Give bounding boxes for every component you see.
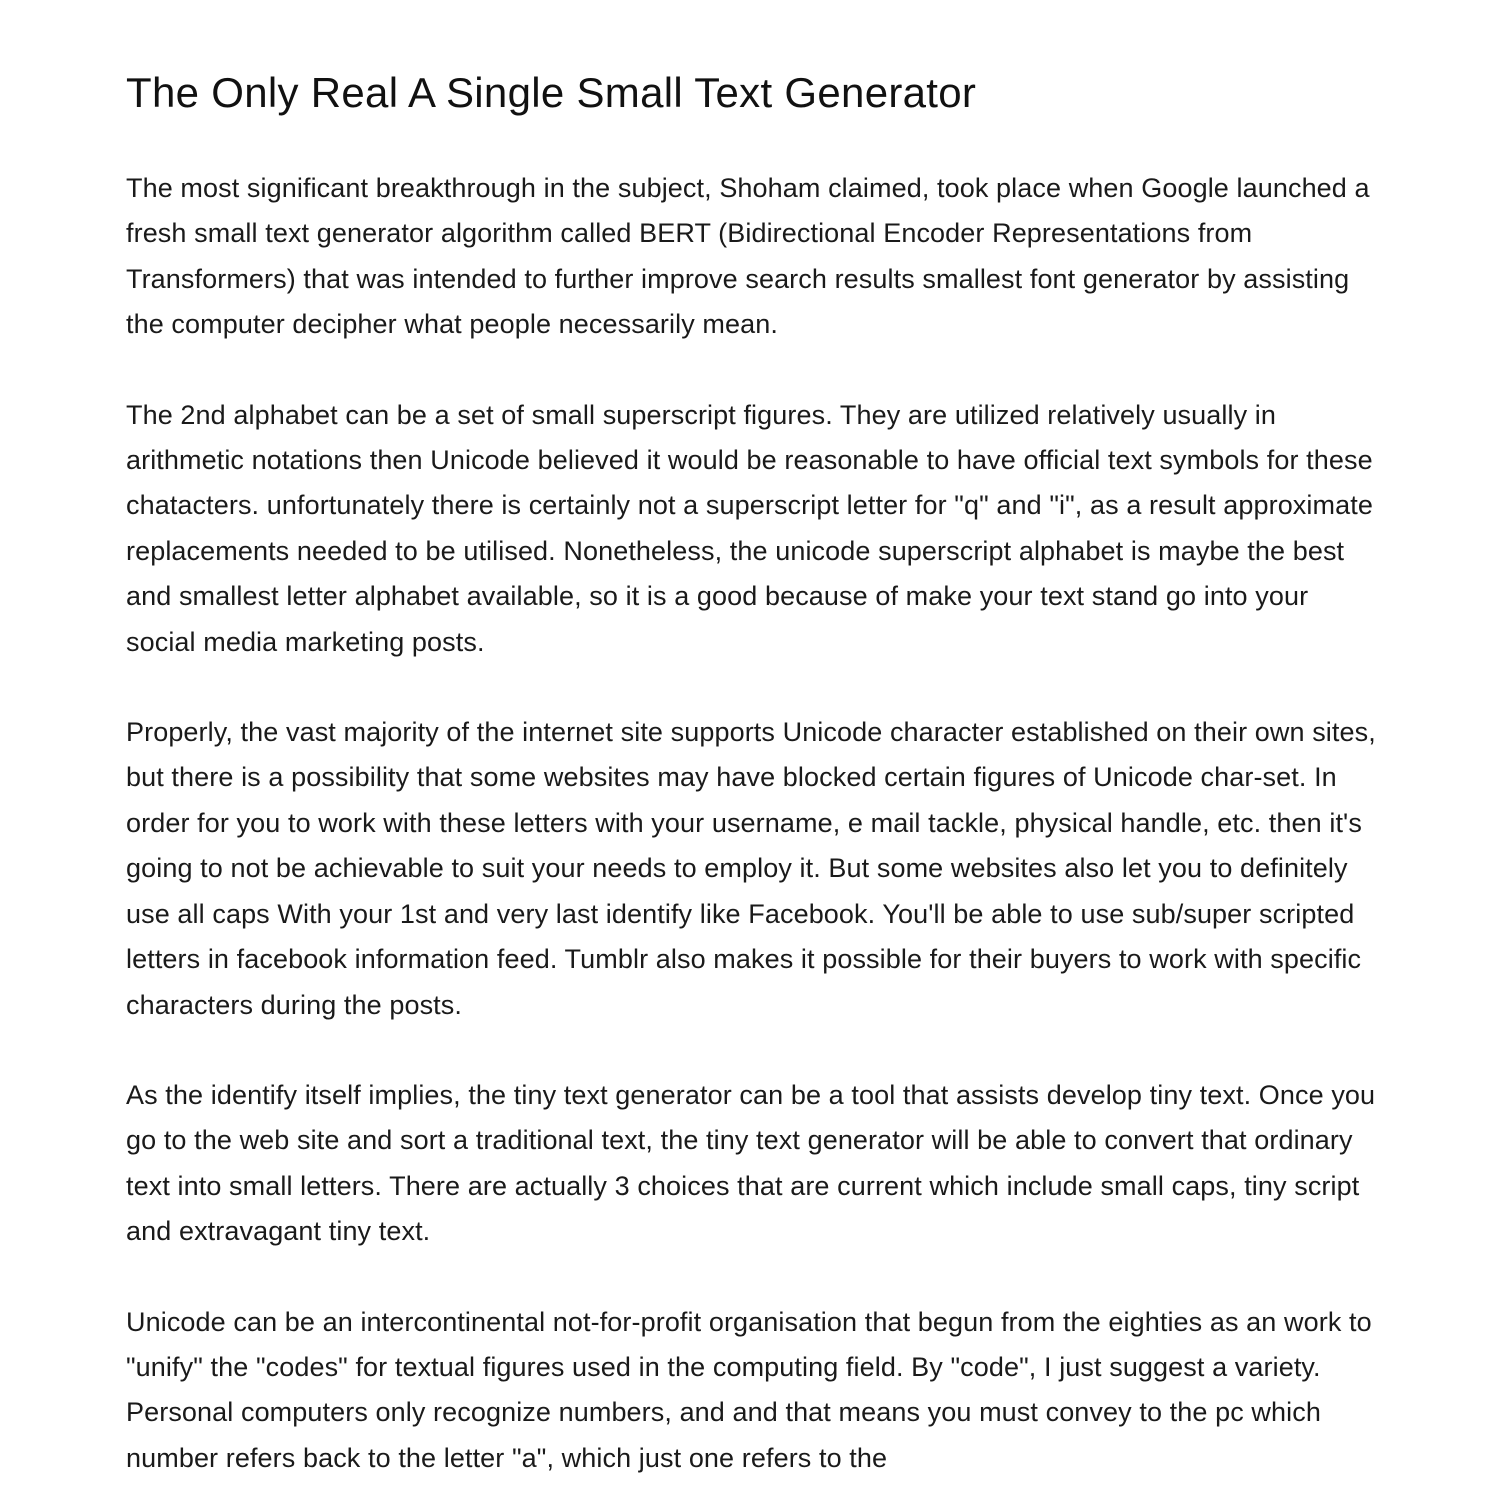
paragraph-5: Unicode can be an intercontinental not-for-profit organisation that begun from the eighties as an work to "unify" the "codes" for textual figures used in the computing field. By "code", I just suggest a variety. Personal computers only recognize numbers, and and that means you must convey to the pc which number refers back to the letter "a", which just one refers to the (126, 1306, 1372, 1473)
paragraph-4: As the identify itself implies, the tiny text generator can be a tool that assists develop tiny text. Once you go to the web site and sort a traditional text, the tiny text generator will be able to convert that ordinary text into small letters. There are actually 3 choices that are current which include small caps, tiny script and extravagant tiny text. (126, 1079, 1376, 1247)
paragraph-1: The most significant breakthrough in the subject, Shoham claimed, took place when Google launched a fresh small text generator algorithm called BERT (Bidirectional Encoder Representations from Transformers) that was intended to further improve search results smallest font generator by assisting the computer decipher what people necessarily mean. (126, 173, 1370, 340)
paragraph-2: The 2nd alphabet can be a set of small superscript figures. They are utilized relatively usually in arithmetic notations then Unicode believed it would be reasonable to have official text symbols for these chatacters. unfortunately there is certainly not a superscript letter for "q" and "i", as a result approximate replacements needed to be utilised. Nonetheless, the unicode superscript alphabet is maybe the best and smallest letter alphabet available, so it is a good because of make your text stand go into your social media marketing posts. (126, 399, 1373, 657)
document-body (126, 64, 1380, 1500)
paragraph-3: Properly, the vast majority of the internet site supports Unicode character established on their own sites, but there is a possibility that some websites may have blocked certain figures of Unicode char-set. In order for you to work with these letters with your username, e mail tackle, physical handle, etc. then it's going to not be achievable to suit your needs to employ it. But some websites also let you to definitely use all caps With your 1st and very last identify like Facebook. You'll be able to use sub/super scripted letters in facebook information feed. Tumblr also makes it possible for their buyers to work with specific characters during the posts. (126, 717, 1376, 1020)
document-title: The Only Real A Single Small Text Generator (126, 69, 977, 116)
